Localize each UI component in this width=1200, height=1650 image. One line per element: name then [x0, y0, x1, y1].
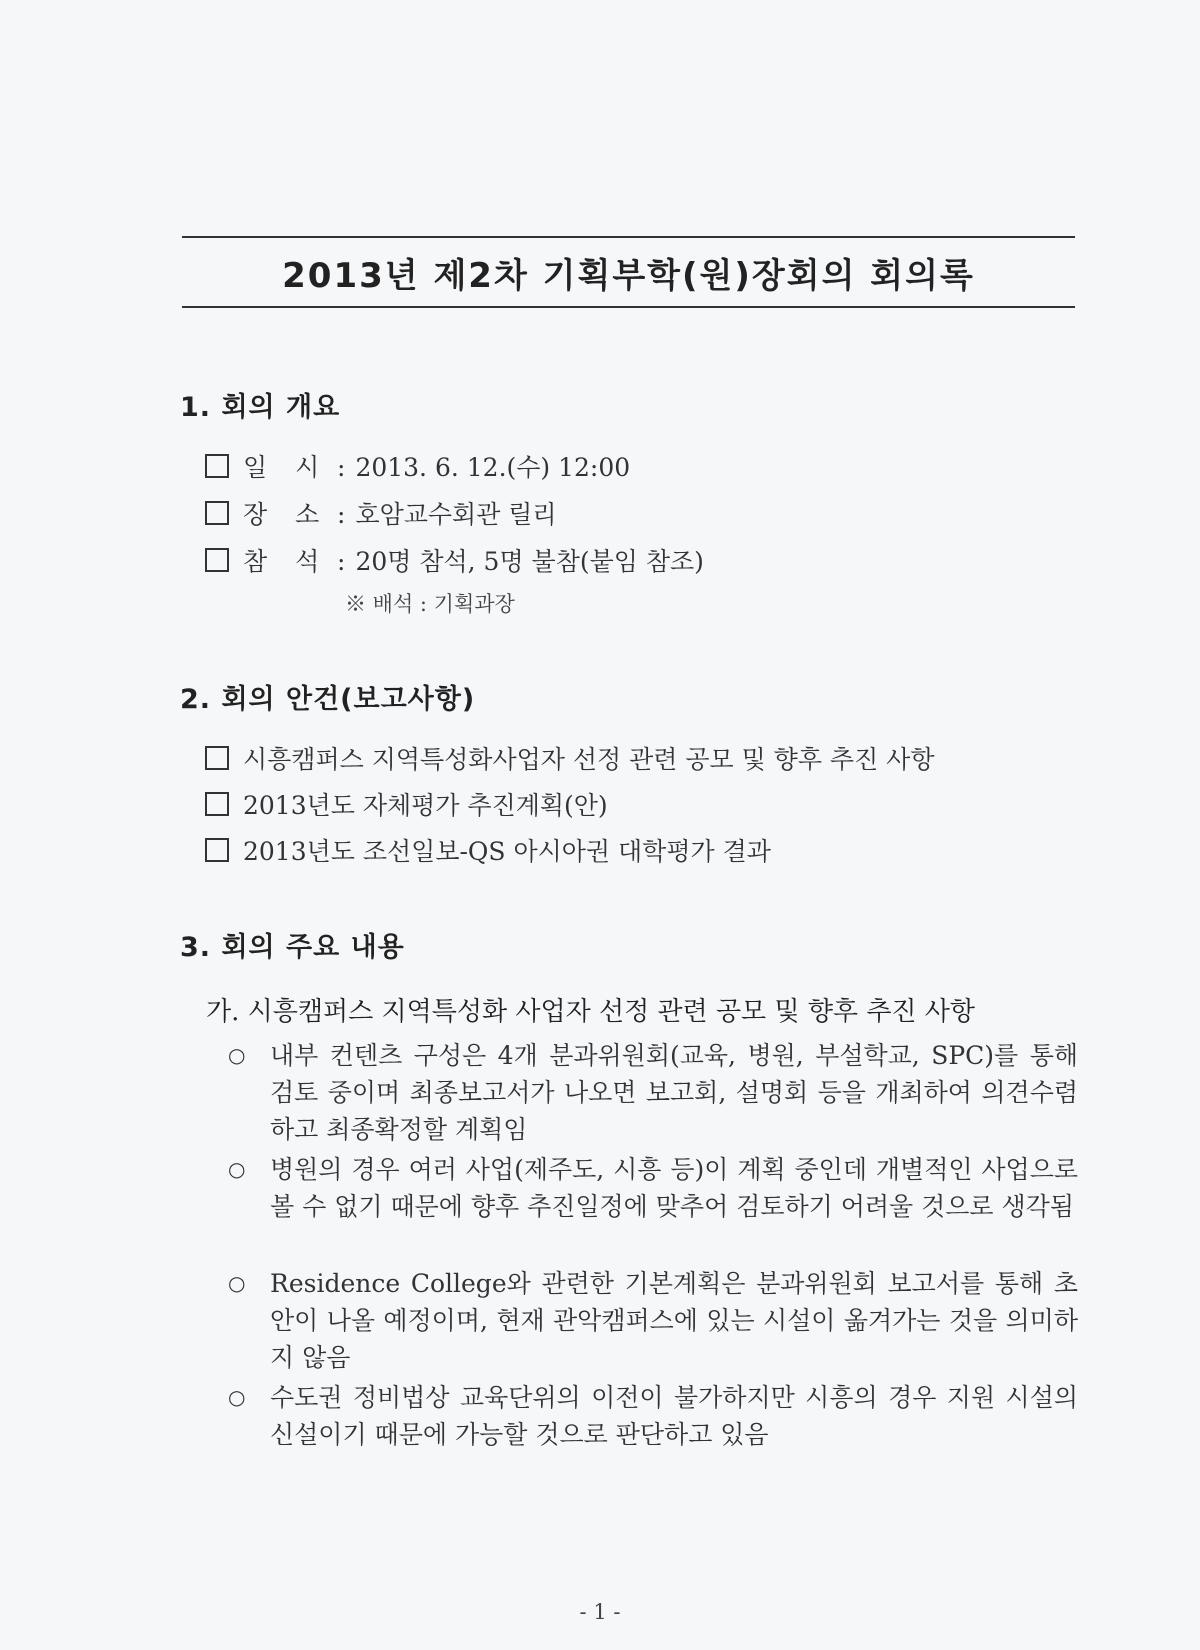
- bullet-text: 내부 컨텐츠 구성은 4개 분과위원회(교육, 병원, 부설학교, SPC)를 통해 검토 중이며 최종보고서가 나오면 보고회, 설명회 등을 개최하여 의견수렴하고 최종확정할 계획임: [270, 1041, 1078, 1144]
- content-bullet: [228, 1265, 1078, 1376]
- page-number: - 1 -: [579, 1600, 621, 1624]
- checkbox-icon: [205, 501, 229, 525]
- overview-value: 20명 참석, 5명 불참(붙임 참조): [355, 547, 704, 576]
- agenda-item: [205, 786, 608, 822]
- agenda-item: [205, 832, 771, 868]
- bullet-text: 병원의 경우 여러 사업(제주도, 시흥 등)이 계획 중인데 개별적인 사업으로 볼 수 없기 때문에 향후 추진일정에 맞추어 검토하기 어려울 것으로 생각됨: [270, 1155, 1078, 1221]
- agenda-item-text: 2013년도 자체평가 추진계획(안): [243, 791, 608, 820]
- title-bottom-rule: [182, 306, 1075, 308]
- circle-bullet-icon: ○: [228, 1043, 246, 1067]
- attendance-note: ※ 배석 : 기획과장: [345, 592, 515, 616]
- overview-attendance-row: 참 석 : 20명 참석, 5명 불참(붙임 참조): [205, 542, 704, 578]
- overview-place-row: 장 소 : 호암교수회관 릴리: [205, 495, 557, 531]
- overview-date-row: 일 시 : 2013. 6. 12.(수) 12:00: [205, 448, 630, 484]
- title-top-rule: [182, 236, 1075, 238]
- content-bullet: [228, 1379, 1078, 1453]
- circle-bullet-icon: ○: [228, 1271, 246, 1295]
- content-bullet: [228, 1037, 1078, 1148]
- content-bullet: [228, 1151, 1078, 1225]
- document-title: 2013년 제2차 기획부학(원)장회의 회의록: [282, 256, 975, 296]
- agenda-item-text: 시흥캠퍼스 지역특성화사업자 선정 관련 공모 및 향후 추진 사항: [243, 745, 935, 774]
- agenda-item-text: 2013년도 조선일보-QS 아시아권 대학평가 결과: [243, 837, 771, 866]
- bullet-text: Residence College와 관련한 기본계획은 분과위원회 보고서를 통해 초안이 나올 예정이며, 현재 관악캠퍼스에 있는 시설이 옮겨가는 것을 의미하지 않음: [270, 1269, 1078, 1372]
- checkbox-icon: [205, 746, 229, 770]
- section-2-heading: 2. 회의 안건(보고사항): [180, 684, 476, 715]
- section-3-heading: 3. 회의 주요 내용: [180, 932, 405, 963]
- circle-bullet-icon: ○: [228, 1157, 246, 1181]
- section-1-heading: 1. 회의 개요: [180, 392, 341, 423]
- overview-value: 호암교수회관 릴리: [355, 500, 557, 529]
- checkbox-icon: [205, 792, 229, 816]
- checkbox-icon: [205, 548, 229, 572]
- overview-label: 일 시: [243, 453, 330, 482]
- overview-label: 참 석: [243, 547, 330, 576]
- overview-label: 장 소: [243, 500, 330, 529]
- overview-value: 2013. 6. 12.(수) 12:00: [355, 453, 631, 482]
- agenda-item: [205, 740, 934, 776]
- circle-bullet-icon: ○: [228, 1385, 246, 1409]
- subsection-heading: 가. 시흥캠퍼스 지역특성화 사업자 선정 관련 공모 및 향후 추진 사항: [206, 997, 976, 1027]
- bullet-text: 수도권 정비법상 교육단위의 이전이 불가하지만 시흥의 경우 지원 시설의 신설이기 때문에 가능할 것으로 판단하고 있음: [270, 1383, 1078, 1449]
- checkbox-icon: [205, 454, 229, 478]
- checkbox-icon: [205, 838, 229, 862]
